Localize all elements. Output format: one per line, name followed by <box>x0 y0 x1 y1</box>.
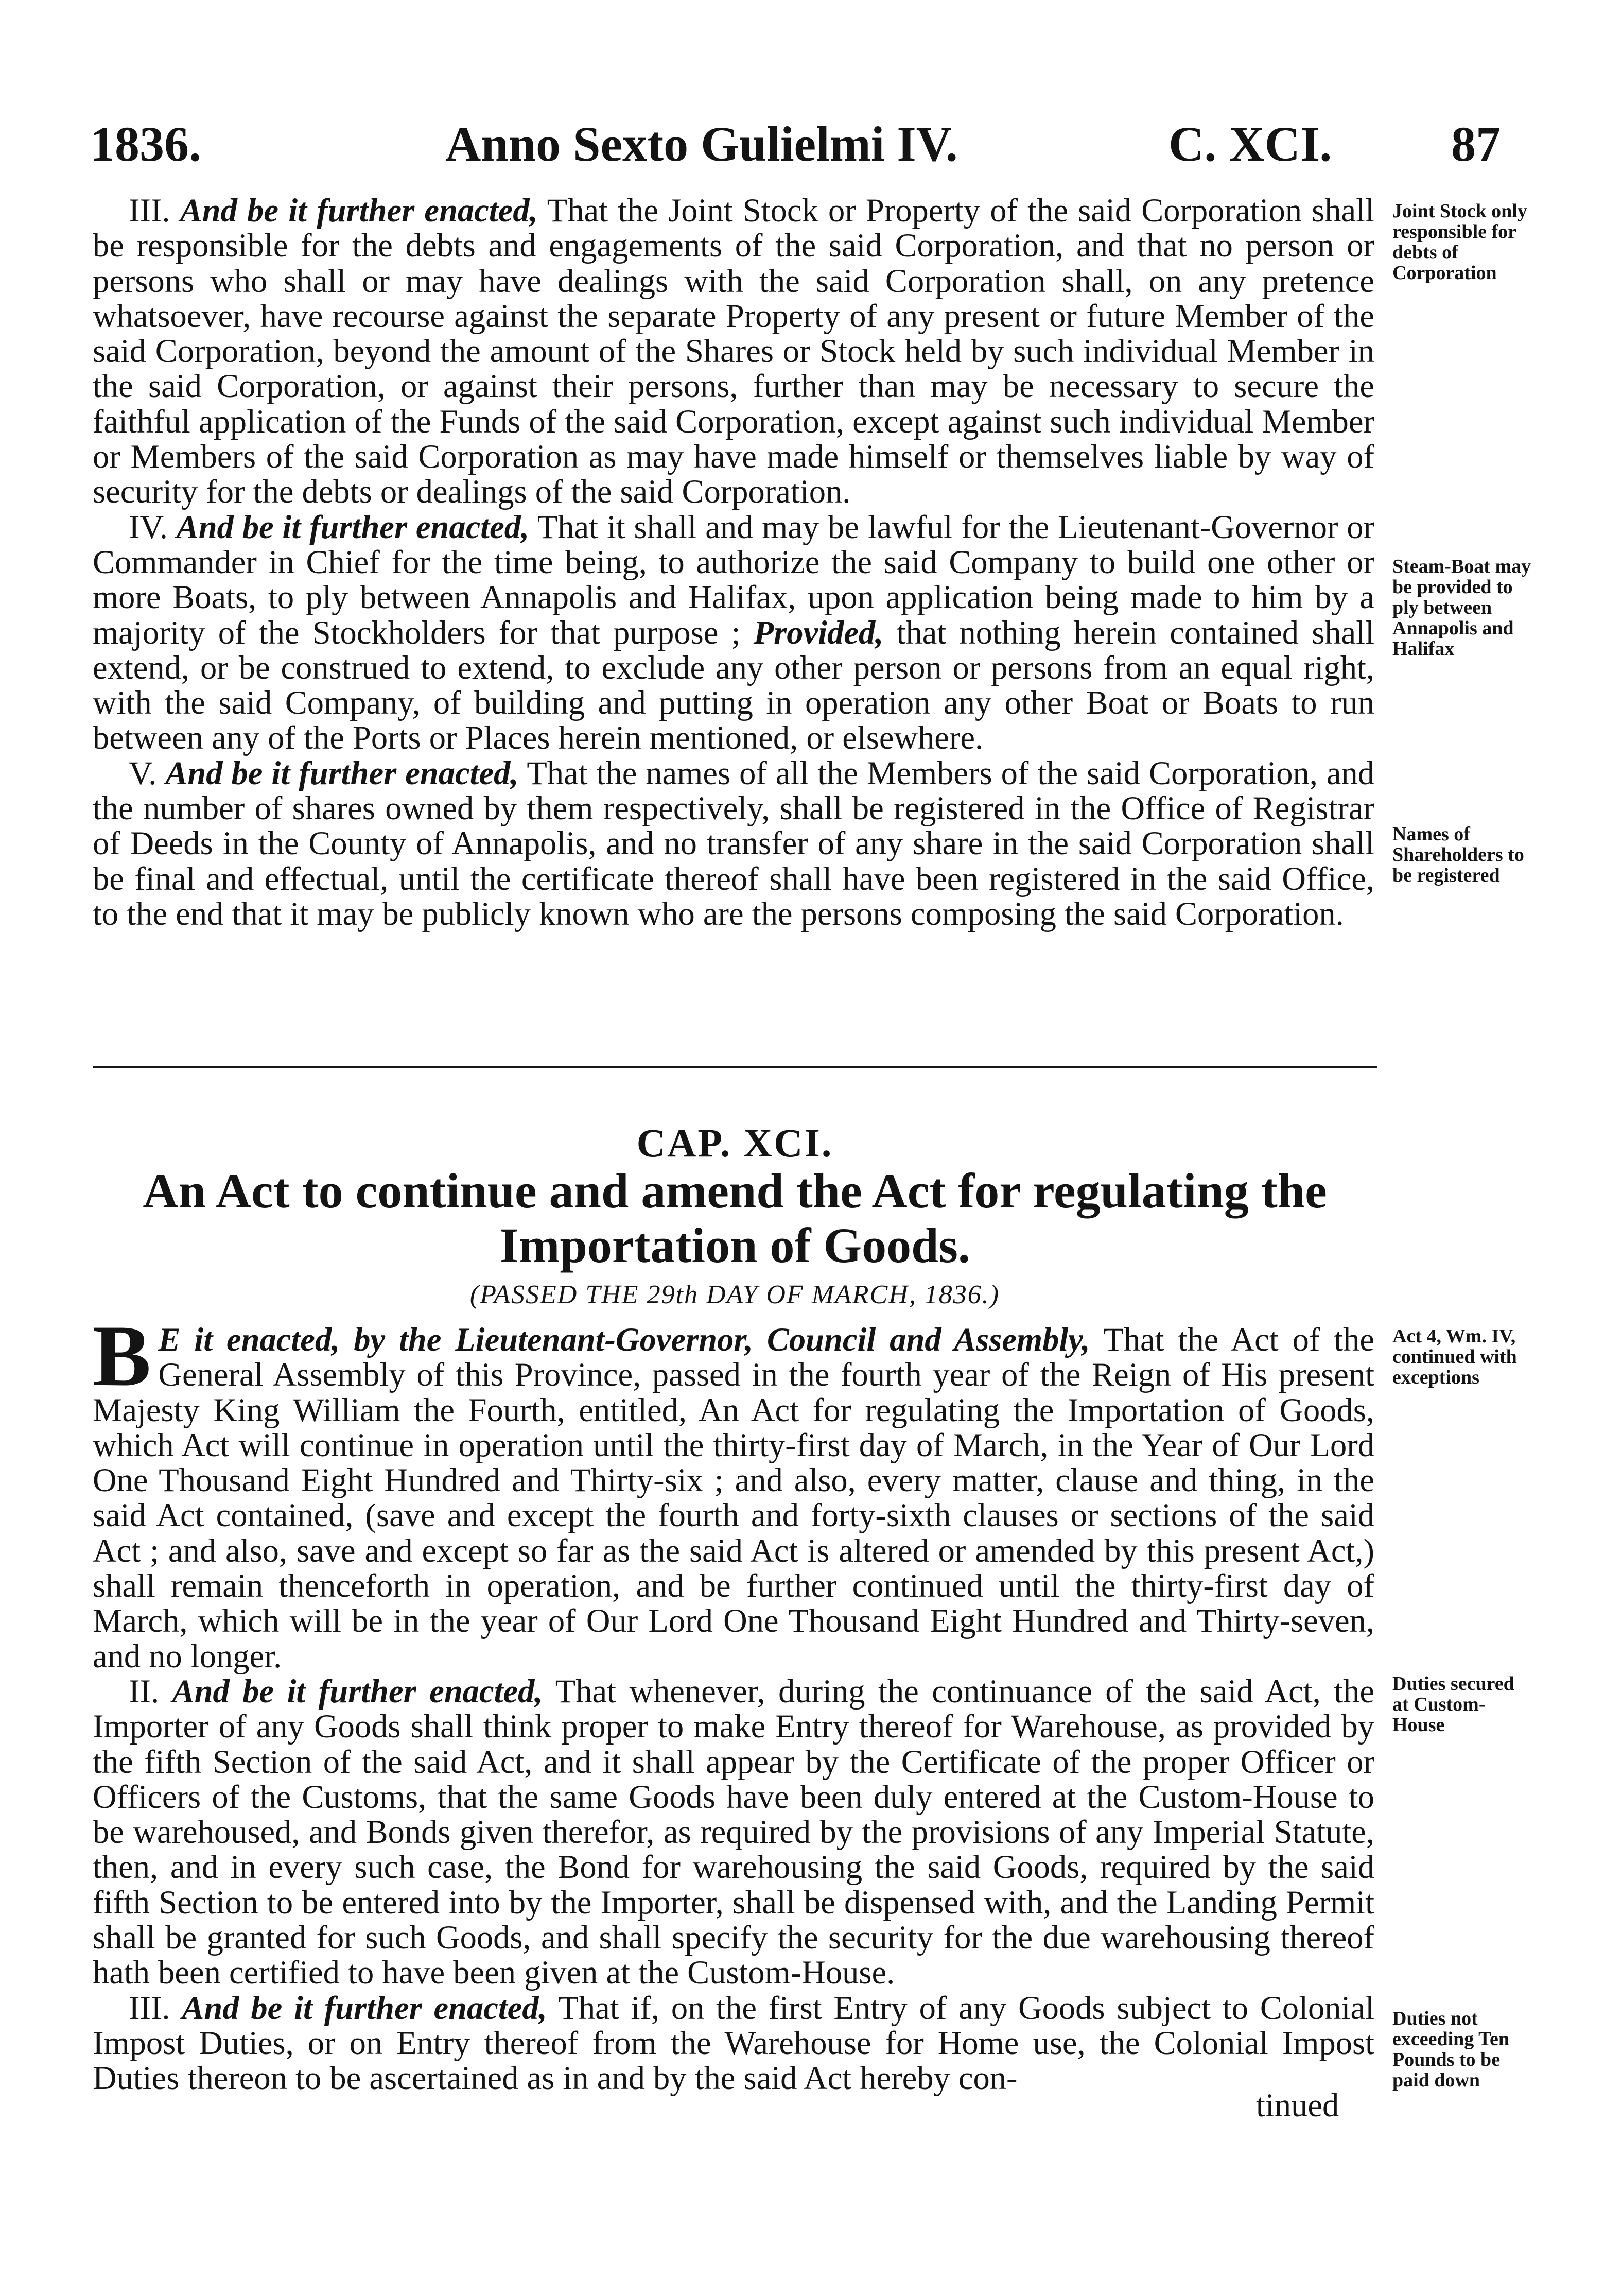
section-i <box>93 1307 1374 1674</box>
drop-cap: B <box>93 1307 151 1404</box>
section-number: IV. <box>129 508 168 545</box>
margin-note-act-continued: Act 4, Wm. IV, continued with exceptions <box>1392 1325 1517 1388</box>
section-number: V. <box>129 754 157 791</box>
header-title: Anno Sexto Gulielmi IV. <box>445 116 958 171</box>
header-chapter: C. XCI. <box>1168 116 1332 171</box>
proviso-word: Provided, <box>753 614 884 651</box>
margin-note-duties-not-exceeding: Duties not exceeding Ten Pounds to be paid down <box>1392 2008 1509 2091</box>
margin-note-steam-boat: Steam-Boat may be provided to ply between Annapolis and Halifax <box>1392 556 1531 660</box>
section-text-continued: that nothing herein contained shall extend, or be construed to extend, to exclude any other person or persons from an equal right, with the said Company, of building and putting in operation any other Boat or Boats to run between any of the Ports or Places herein mentioned, or elsewhere. <box>93 614 1375 756</box>
page-number: 87 <box>1451 116 1501 171</box>
section-text: That it shall and may be lawful for the Lieutenant-Governor or Commander in Chief for the time being, to authorize the said Company to build one other or more Boats, to ply between Annapolis and Halifax, upon application being made to him by a majority of the Stockholders for that purpose ; <box>93 508 1374 651</box>
enacting-phrase: And be it further enacted, <box>165 754 519 791</box>
section-ii <box>93 1674 1374 1991</box>
section-iii <box>93 193 1374 510</box>
section-number: III. <box>129 192 170 229</box>
previous-act-body <box>93 193 1374 931</box>
section-text: That whenever, during the continuance of the said Act, the Importer of any Goods shall think proper to make Entry thereof for Warehouse, as provided by the fifth Section of the said Act, and it shall appear by the Certificate of the proper Officer or Officers of the Customs, that the same Goods have been duly entered at the Custom-House to be warehoused, and Bonds given therefor, as required by the provisions of any Imperial Statute, then, and in every such case, the Bond for warehousing the said Goods, required by the said fifth Section to be entered into by the Importer, shall be dispensed with, and the Landing Permit shall be granted for such Goods, and shall specify the security for the due warehousing thereof hath been certified to have been given at the Custom-House. <box>93 1672 1375 1991</box>
running-header <box>90 116 1501 178</box>
passed-date: (PASSED THE 29th DAY OF MARCH, 1836.) <box>469 1280 1000 1309</box>
enacting-phrase: And be it further enacted, <box>180 192 538 229</box>
enacting-phrase: And be it further enacted, <box>182 1989 547 2026</box>
section-iii-new <box>93 1991 1374 2096</box>
margin-note-duties-secured: Duties secured at Custom-House <box>1392 1673 1514 1736</box>
enacting-clause: E it enacted, by the Lieutenant-Governor, Council and Assembly, <box>158 1321 1090 1358</box>
chapter-number: CAP. XCI. <box>636 1120 833 1165</box>
catchword: tinued <box>1256 2087 1339 2124</box>
section-number: III. <box>129 1989 170 2026</box>
section-v <box>93 756 1374 931</box>
new-act-body <box>93 1307 1375 2097</box>
section-text: That the Act of the General Assembly of this Province, passed in the fourth year of the Reign of His present Majesty King William the Fourth, entitled, An Act for regulating the Importation of Goods, which Act will continue in operation until the thirty-first day of March, in the Year of Our Lord One Thousand Eight Hundred and Thirty-six ; and also, every matter, clause and thing, in the said Act contained, (save and except the fourth and forty-sixth clauses or sections of the said Act ; and also, save and except so far as the said Act is altered or amended by this present Act,) shall remain thenceforth in operation, and be further continued until the thirty-first day of March, which will be in the year of Our Lord One Thousand Eight Hundred and Thirty-seven, and no longer. <box>93 1321 1374 1674</box>
section-text: That if, on the first Entry of any Goods subject to Colonial Impost Duties, or on Entry thereof from the Warehouse for Home use, the Colonial Impost Duties thereon to be ascertained as in and by the said Act hereby con- <box>93 1989 1374 2097</box>
section-text: That the Joint Stock or Property of the said Corporation shall be responsible for the debts and engagements of the said Corporation, and that no person or persons who shall or may have dealings with the said Corporation shall, on any pretence whatsoever, have recourse against the separate Property of any present or future Member of the said Corporation, beyond the amount of the Shares or Stock held by such individual Member in the said Corporation, or against their persons, further than may be necessary to secure the faithful application of the Funds of the said Corporation, except against such individual Member or Members of the said Corporation as may have made himself or themselves liable by way of security for the debts or dealings of the said Corporation. <box>93 192 1375 510</box>
header-year: 1836. <box>90 116 201 171</box>
enacting-phrase: And be it further enacted, <box>176 508 530 545</box>
section-text: That the names of all the Members of the said Corporation, and the number of shares owned by them respectively, shall be registered in the Office of Registrar of Deeds in the County of Annapolis, and no transfer of any share in the said Corporation shall be final and effectual, until the certificate thereof shall have been registered in the said Office, to the end that it may be publicly known who are the persons composing the said Corporation. <box>93 754 1374 932</box>
section-number: II. <box>129 1672 160 1710</box>
section-iv <box>93 510 1374 756</box>
enacting-phrase: And be it further enacted, <box>172 1672 543 1710</box>
act-title: An Act to continue and amend the Act for regulating the Importation of Goods. <box>143 1163 1327 1273</box>
section-divider <box>93 1066 1377 1068</box>
margin-note-shareholders: Names of Shareholders to be registered <box>1392 823 1524 886</box>
margin-note-joint-stock: Joint Stock only responsible for debts of Corporation <box>1392 200 1527 284</box>
